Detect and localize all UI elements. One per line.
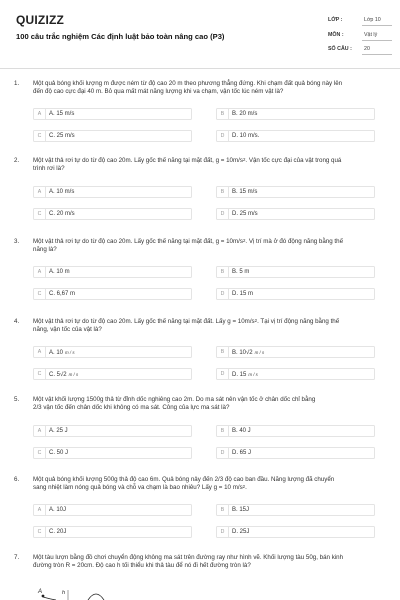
option-text: D. 25J	[232, 529, 250, 535]
option-letter: A	[34, 267, 46, 278]
option-unit: m / s	[68, 372, 79, 377]
option-text: C. 25 m/s	[49, 133, 75, 139]
option-letter: D	[217, 289, 229, 300]
superscript: 2	[242, 484, 246, 490]
option-letter: A	[34, 109, 46, 120]
option-letter: D	[217, 527, 229, 538]
option-c[interactable]	[33, 208, 192, 220]
option-value: B. 10√2	[232, 350, 253, 356]
text-run: . Vị trí mà ở đó động năng bằng thế	[245, 238, 344, 245]
option-value: A. 10	[49, 350, 64, 356]
text-run: . Tại vị trí động năng bằng thế	[257, 318, 340, 325]
option-text: C. 20J	[49, 529, 67, 535]
option-letter: A	[34, 187, 46, 198]
option-text: A. 10 m	[49, 269, 70, 275]
option-letter: B	[217, 426, 229, 437]
option-letter: A	[34, 505, 46, 516]
meta-underline	[362, 25, 392, 26]
worksheet-header	[0, 0, 400, 66]
question-line: Một tàu lượn bằng đồ chơi chuyển động không ma sát trên đường ray như hình vẽ. Khối lượng tàu 50g, bán kinh	[33, 554, 344, 561]
option-d[interactable]	[216, 288, 375, 300]
text-run: .	[245, 484, 247, 492]
question-text	[33, 318, 378, 335]
question-number: 2.	[14, 157, 20, 164]
meta-label: SỐ CÂU :	[328, 46, 352, 52]
question-text	[33, 396, 378, 413]
option-letter: B	[217, 347, 229, 358]
option-d[interactable]	[216, 368, 375, 380]
meta-label: MÔN :	[328, 32, 344, 38]
option-letter: C	[34, 209, 46, 220]
option-text	[49, 369, 78, 381]
question-line	[33, 157, 378, 165]
option-a[interactable]	[33, 346, 192, 358]
option-unit: m / s	[248, 372, 258, 377]
question-text	[33, 476, 378, 493]
option-text: B. 15J	[232, 507, 250, 513]
option-unit: m / s	[65, 350, 75, 355]
text-run: . Vận tốc cực đại của vật trong quá	[245, 157, 342, 164]
question-number: 5.	[14, 396, 20, 403]
question-line: năng, vận tốc của vật là?	[33, 326, 102, 334]
question-text	[33, 80, 378, 97]
worksheet-title: 100 câu trắc nghiệm Các định luật bảo toàn nâng cao (P3)	[16, 32, 225, 41]
loop-track-figure	[30, 582, 120, 600]
option-letter: C	[34, 289, 46, 300]
question-text	[33, 554, 378, 571]
option-letter: B	[217, 267, 229, 278]
question-line: trình rơi là?	[33, 165, 65, 173]
text-run: sang nhiệt làm nóng quả bóng và chỗ va chạm là bao nhiêu? Lấy g = 10 m/s	[33, 484, 243, 492]
option-a[interactable]	[33, 504, 192, 516]
option-c[interactable]	[33, 526, 192, 538]
option-d[interactable]	[216, 208, 375, 220]
figure-label-a: A	[38, 589, 43, 595]
loop-arc	[88, 594, 104, 600]
question-number: 3.	[14, 238, 20, 245]
option-text: D. 65 J	[232, 450, 252, 456]
option-text: C. 50 J	[49, 450, 69, 456]
question-text	[33, 238, 378, 255]
option-unit: m / s	[254, 350, 265, 355]
option-b[interactable]	[216, 108, 375, 120]
option-text: C. 20 m/s	[49, 211, 75, 217]
option-text: C. 6,67 m	[49, 291, 76, 297]
option-a[interactable]	[33, 266, 192, 278]
option-text: A. 25 J	[49, 428, 68, 434]
option-letter: C	[34, 131, 46, 142]
question-number: 7.	[14, 554, 20, 561]
option-letter: A	[34, 347, 46, 358]
meta-value: Lớp 10	[364, 17, 381, 23]
option-letter: A	[34, 426, 46, 437]
question-line	[33, 318, 378, 326]
option-a[interactable]	[33, 186, 192, 198]
question-line: Một vật khối lượng 1500g thả từ đỉnh dốc nghiêng cao 2m. Do ma sát nên vận tốc ở chân dốc chỉ bằng	[33, 396, 316, 403]
question-line	[33, 238, 378, 246]
option-text: D. 10 m/s.	[232, 133, 260, 139]
meta-label: LỚP :	[328, 17, 343, 23]
superscript: 2	[254, 318, 258, 323]
option-text: B. 15 m/s	[232, 189, 258, 195]
option-c[interactable]	[33, 288, 192, 300]
question-line: đến độ cao cực đại 40 m. Bỏ qua mất mát năng lượng khi va chạm, vận tốc lúc ném vật là?	[33, 88, 284, 96]
option-letter: C	[34, 448, 46, 459]
meta-value: Vật lý	[364, 32, 378, 38]
text-run: Một vật thả rơi tự do từ độ cao 20m. Lấy gốc thế năng tại mặt đất, g = 10m/s	[33, 238, 243, 245]
superscript: 2	[242, 157, 246, 162]
option-c[interactable]	[33, 130, 192, 142]
question-line: Một quả bóng khối lượng 500g thả độ cao 6m. Quả bóng nảy đến 2/3 độ cao ban đầu. Năng lượng đã chuyển	[33, 476, 335, 483]
option-text: A. 10J	[49, 507, 67, 513]
option-text: D. 25 m/s	[232, 211, 258, 217]
option-letter: B	[217, 187, 229, 198]
text-run: Một vật thả rơi tự do từ độ cao 20m. Lấy gốc thế năng tại mặt đất. Lấy g = 10m/s	[33, 318, 255, 325]
meta-underline	[362, 40, 392, 41]
superscript: 2	[242, 238, 246, 243]
option-b[interactable]	[216, 425, 375, 437]
meta-value: 20	[364, 46, 370, 52]
option-text: B. 5 m	[232, 269, 250, 275]
option-text	[49, 347, 75, 359]
option-a[interactable]	[33, 425, 192, 437]
text-run: Một vật thả rơi tự do từ độ cao 20m. Lấy gốc thế năng tại mặt đất, g = 10m/s	[33, 157, 243, 164]
question-line: 2/3 vận tốc đến chân dốc khi không có ma sát. Công của lực ma sát là?	[33, 404, 230, 412]
question-number: 1.	[14, 80, 20, 87]
option-text: B. 20 m/s	[232, 111, 258, 117]
option-c[interactable]	[33, 447, 192, 459]
option-letter: D	[217, 131, 229, 142]
figure-label-h: h	[62, 590, 66, 596]
question-line: năng là?	[33, 246, 57, 254]
option-text: A. 15 m/s	[49, 111, 75, 117]
question-text	[33, 157, 378, 174]
question-number: 6.	[14, 476, 20, 483]
option-text: D. 15 m	[232, 291, 254, 297]
option-letter: B	[217, 505, 229, 516]
option-text: B. 40 J	[232, 428, 251, 434]
option-a[interactable]	[33, 108, 192, 120]
header-divider	[0, 68, 400, 69]
meta-underline	[362, 54, 392, 55]
option-b[interactable]	[216, 266, 375, 278]
option-d[interactable]	[216, 130, 375, 142]
option-value: C. 5√2	[49, 372, 67, 378]
option-letter: C	[34, 527, 46, 538]
option-c[interactable]	[33, 368, 192, 380]
question-line: đường tròn R = 20cm. Độ cao h tối thiểu khi thả tàu để nó đi hết đường tròn là?	[33, 562, 251, 570]
option-letter: D	[217, 369, 229, 380]
option-b[interactable]	[216, 346, 375, 358]
question-number: 4.	[14, 318, 20, 325]
question-line: Một quả bóng khối lượng m được ném từ độ cao 20 m theo phương thẳng đứng. Khi chạm đất quả bóng này lên	[33, 80, 343, 87]
option-value: D. 15	[232, 372, 247, 378]
option-b[interactable]	[216, 504, 375, 516]
option-letter: D	[217, 448, 229, 459]
option-letter: B	[217, 109, 229, 120]
question-line	[33, 484, 378, 492]
option-text	[232, 369, 258, 381]
quizizz-logo: QUIZIZZ	[16, 13, 65, 27]
option-letter: D	[217, 209, 229, 220]
option-text: A. 10 m/s	[49, 189, 75, 195]
option-d[interactable]	[216, 447, 375, 459]
option-letter: C	[34, 369, 46, 380]
option-b[interactable]	[216, 186, 375, 198]
option-d[interactable]	[216, 526, 375, 538]
option-text	[232, 347, 264, 359]
